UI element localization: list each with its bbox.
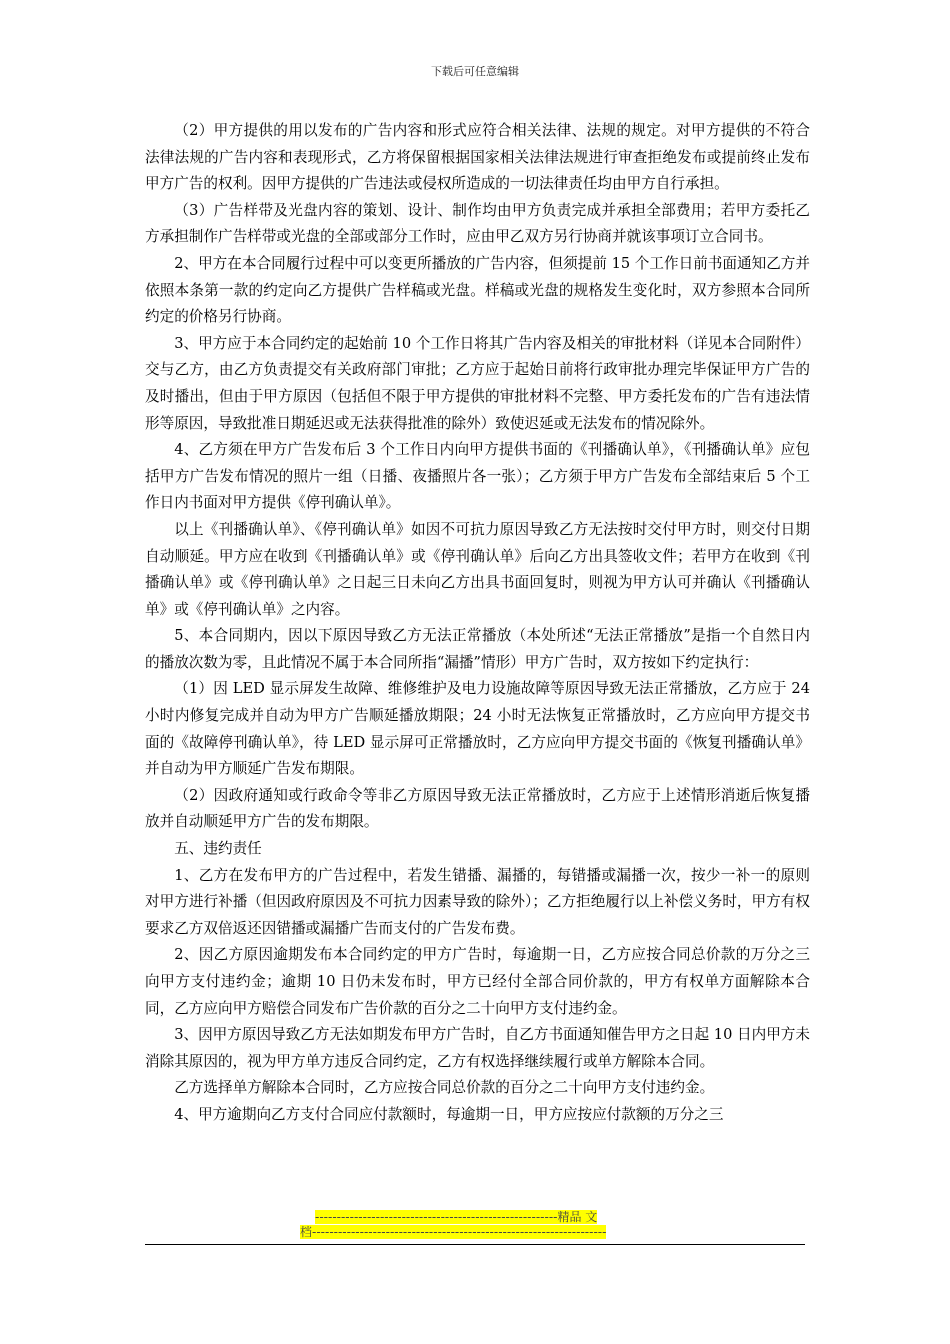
- footer-divider: [145, 1244, 805, 1245]
- paragraph-6: 以上《刊播确认单》、《停刊确认单》如因不可抗力原因导致乙方无法按时交付甲方时，则交付日期自动顺延。甲方应在收到《刊播确认单》或《停刊确认单》后向乙方出具签收文件；若甲方在收到《刊播确认单》或《停刊确认单》之日起三日未向乙方出具书面回复时，则视为甲方认可并确认《刊播确认单》或《停刊确认单》之内容。: [145, 520, 810, 618]
- paragraph-12: 2、因乙方原因逾期发布本合同约定的甲方广告时，每逾期一日，乙方应按合同总价款的万分之三向甲方支付违约金；逾期 10 日仍未发布时，甲方已经付全部合同价款的，甲方有权单方面解除本合同，乙方应向甲方赔偿合同发布广告价款的百分之二十向甲方支付违约金。: [145, 946, 810, 1017]
- paragraph-1: （2）甲方提供的用以发布的广告内容和形式应符合相关法律、法规的规定。对甲方提供的不符合法律法规的广告内容和表现形式，乙方将保留根据国家相关法律法规进行审查拒绝发布或提前终止发布甲方广告的权利。因甲方提供的广告违法或侵权所造成的一切法律责任均由甲方自行承担。: [145, 122, 810, 193]
- paragraph-9: （2）因政府通知或行政命令等非乙方原因导致无法正常播放时，乙方应于上述情形消逝后恢复播放并自动顺延甲方广告的发布期限。: [145, 786, 810, 831]
- footer-line-2: 档--------------------------------------------------------------------: [300, 1225, 607, 1239]
- paragraph-8: （1）因 LED 显示屏发生故障、维修维护及电力设施故障等原因导致无法正常播放，乙方应于 24 小时内修复完成并自动为甲方广告顺延播放期限；24 小时无法恢复正常播放时，乙方应向甲方提交书面的《故障停刊确认单》，待 LED 显示屏可正常播放时，乙方应向甲方提交书面的《恢复刊播确认单》并自动为甲方顺延广告发布期限。: [145, 680, 810, 778]
- paragraph-5: 4、乙方须在甲方广告发布后 3 个工作日内向甲方提供书面的《刊播确认单》，《刊播确认单》应包括甲方广告发布情况的照片一组（日播、夜播照片各一张）；乙方须于甲方广告发布全部结束后 5 个工作日内书面对甲方提供《停刊确认单》。: [145, 441, 810, 512]
- page-header: 下载后可任意编辑: [431, 65, 519, 78]
- paragraph-3: 2、甲方在本合同履行过程中可以变更所播放的广告内容，但须提前 15 个工作日前书面通知乙方并依照本条第一款的约定向乙方提供广告样稿或光盘。样稿或光盘的规格发生变化时，双方参照本合同所约定的价格另行协商。: [145, 254, 810, 326]
- document-body: [145, 118, 810, 1129]
- paragraph-7: 5、本合同期内，因以下原因导致乙方无法正常播放（本处所述“无法正常播放”是指一个自然日内的播放次数为零，且此情况不属于本合同所指“漏播”情形）甲方广告时，双方按如下约定执行：: [145, 627, 810, 671]
- paragraph-11: 1、乙方在发布甲方的广告过程中，若发生错播、漏播的，每错播或漏播一次，按少一补一的原则对甲方进行补播（但因政府原因及不可抗力因素导致的除外）；乙方拒绝履行以上补偿义务时，甲方有权要求乙方双倍返还因错播或漏播广告而支付的广告发布费。: [145, 866, 810, 937]
- paragraph-14: 乙方选择单方解除本合同时，乙方应按合同总价款的百分之二十向甲方支付违约金。: [174, 1079, 715, 1097]
- paragraph-15: 4、甲方逾期向乙方支付合同应付款额时，每逾期一日，甲方应按应付款额的万分之三: [174, 1105, 724, 1123]
- section-heading: 五、违约责任: [174, 840, 262, 858]
- footer-line-1: --------------------------------------------------------精品 文: [315, 1210, 598, 1224]
- paragraph-13: 3、因甲方原因导致乙方无法如期发布甲方广告时，自乙方书面通知催告甲方之日起 10 日内甲方未消除其原因的，视为甲方单方违反合同约定，乙方有权选择继续履行或单方解除本合同。: [145, 1026, 810, 1070]
- paragraph-2: （3）广告样带及光盘内容的策划、设计、制作均由甲方负责完成并承担全部费用；若甲方委托乙方承担制作广告样带或光盘的全部或部分工作时，应由甲乙双方另行协商并就该事项订立合同书。: [145, 201, 810, 246]
- page-footer: [145, 1210, 810, 1240]
- paragraph-4: 3、甲方应于本合同约定的起始前 10 个工作日将其广告内容及相关的审批材料（详见本合同附件）交与乙方，由乙方负责提交有关政府部门审批；乙方应于起始日前将行政审批办理完毕保证甲方广告的及时播出，但由于甲方原因（包括但不限于甲方提供的审批材料不完整、甲方委托发布的广告有违法情形等原因，导致批准日期延迟或无法获得批准的除外）致使迟延或无法发布的情况除外。: [145, 334, 810, 432]
